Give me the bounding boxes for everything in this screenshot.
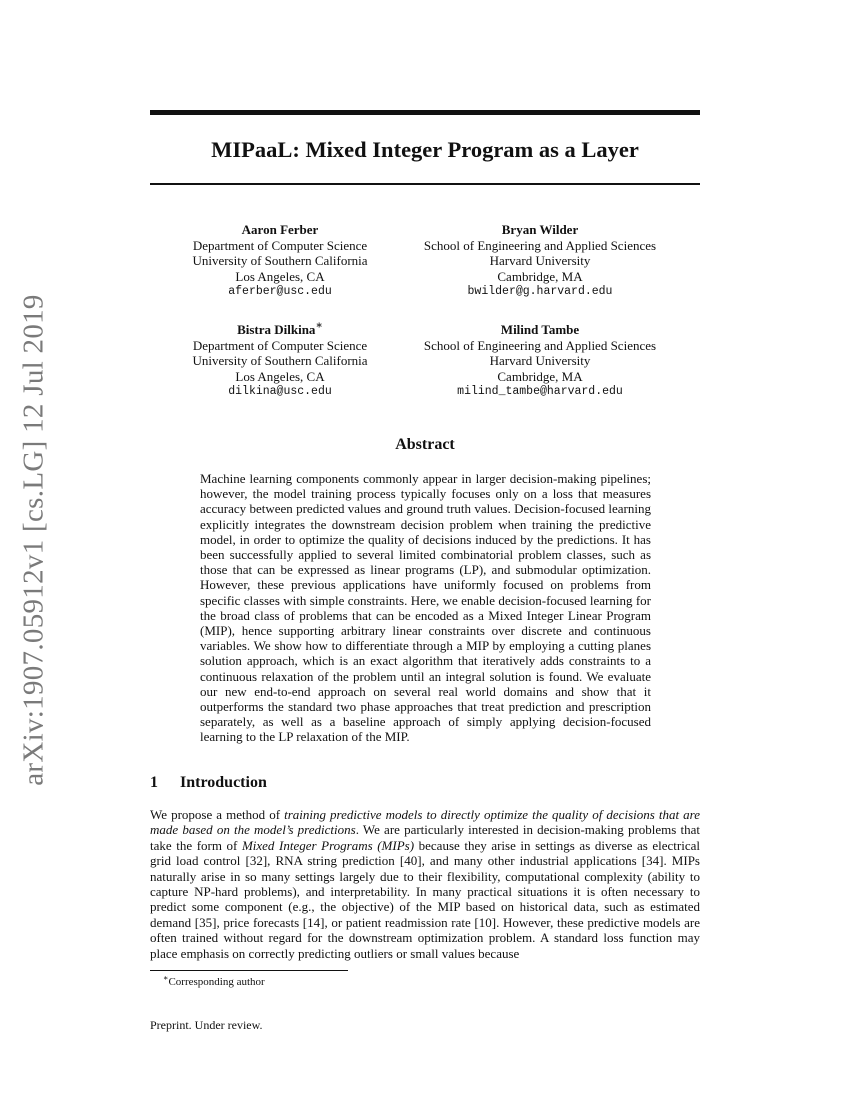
introduction-paragraph: We propose a method of training predictive models to directly optimize the quality of decisions that are made based on the model’s predictions. We are particularly interested in decision-making problems that take the form of Mixed Integer Programs (MIPs) because they arise in settings as diverse as electrical grid load control [32], RNA string prediction [40], and many other industrial applications [34]. MIPs naturally arise in so many settings largely due to their flexibility, computational complexity (ability to capture NP-hard problems), and interpretability. In many practical situations it is often necessary to predict some component (e.g., the objective) of the MIP based on historical data, such as estimated demand [35], price forecasts [14], or patient readmission rate [10]. However, these predictive models are often trained without regard for the downstream optimization problem. A standard loss function may place emphasis on correctly predicting outliers or small values because	[150, 807, 700, 961]
author-name: Bryan Wilder	[501, 222, 579, 237]
section-number: 1	[150, 774, 158, 791]
author-block	[140, 319, 420, 400]
abstract-heading: Abstract	[395, 436, 455, 453]
title-top-rule	[150, 110, 700, 115]
author-block	[400, 222, 680, 300]
author-email: aferber@usc.edu	[228, 285, 332, 298]
author-department: School of Engineering and Applied Sciences	[423, 337, 657, 353]
paper-title: MIPaaL: Mixed Integer Program as a Layer	[211, 137, 639, 162]
footnote	[163, 973, 265, 989]
author-email: dilkina@usc.edu	[228, 385, 332, 398]
author-institution: University of Southern California	[192, 353, 368, 368]
title-bottom-rule	[150, 183, 700, 185]
footnote-text: Corresponding author	[168, 976, 265, 988]
author-department: School of Engineering and Applied Sciences	[423, 237, 657, 253]
author-location: Los Angeles, CA	[235, 368, 325, 384]
footnote-marker: ∗	[315, 319, 323, 332]
author-institution: Harvard University	[489, 353, 591, 368]
author-email: milind_tambe@harvard.edu	[457, 385, 623, 398]
author-email: bwilder@g.harvard.edu	[467, 285, 613, 298]
section-heading-introduction	[150, 774, 267, 792]
arxiv-identifier: arXiv:1907.05912v1 [cs.LG] 12 Jul 2019	[17, 294, 50, 786]
author-block	[140, 222, 420, 300]
author-block	[400, 322, 680, 400]
footnote-marker: ∗	[163, 973, 169, 983]
author-location: Los Angeles, CA	[235, 268, 325, 284]
author-name: Bistra Dilkina∗	[237, 319, 323, 337]
author-location: Cambridge, MA	[497, 268, 583, 284]
emphasis-text: Mixed Integer Programs (MIPs)	[241, 837, 415, 853]
preprint-notice: Preprint. Under review.	[150, 1018, 263, 1032]
author-location: Cambridge, MA	[497, 368, 583, 384]
abstract-text: Machine learning components commonly appear in larger decision-making pipelines; however, the model training process typically focuses only on a loss that measures accuracy between predicted values and ground truth values. Decision-focused learning explicitly integrates the downstream decision problem when training the predictive model, in order to optimize the quality of decisions induced by the predictions. It has been successfully applied to several limited combinatorial problem classes, such as those that can be expressed as linear programs (LP), and submodular optimization. However, these previous applications have uniformly focused on problems from specific classes with simple constraints. Here, we enable decision-focused learning for the broad class of problems that can be encoded as a Mixed Integer Linear Program (MIP), hence supporting arbitrary linear constraints over discrete and continuous variables. We show how to differentiate through a MIP by employing a cutting planes solution approach, which is an exact algorithm that iteratively adds constraints to a continuous relaxation of the problem until an integral solution is found. We evaluate our new end-to-end approach on several real world domains and show that it outperforms the standard two phase approaches that treat prediction and prescription separately, as well as a baseline approach of simply applying decision-focused learning to the LP relaxation of the MIP.	[200, 471, 651, 745]
footnote-rule	[150, 970, 348, 971]
emphasis-text: training predictive models to directly optimize the quality of decisions that are made based on the model’s predictions	[150, 807, 700, 838]
author-name: Aaron Ferber	[241, 222, 319, 237]
author-department: Department of Computer Science	[192, 237, 368, 253]
author-name: Milind Tambe	[500, 322, 580, 337]
author-institution: University of Southern California	[192, 253, 368, 268]
author-institution: Harvard University	[489, 253, 591, 268]
author-department: Department of Computer Science	[192, 337, 368, 353]
section-title: Introduction	[180, 774, 267, 791]
